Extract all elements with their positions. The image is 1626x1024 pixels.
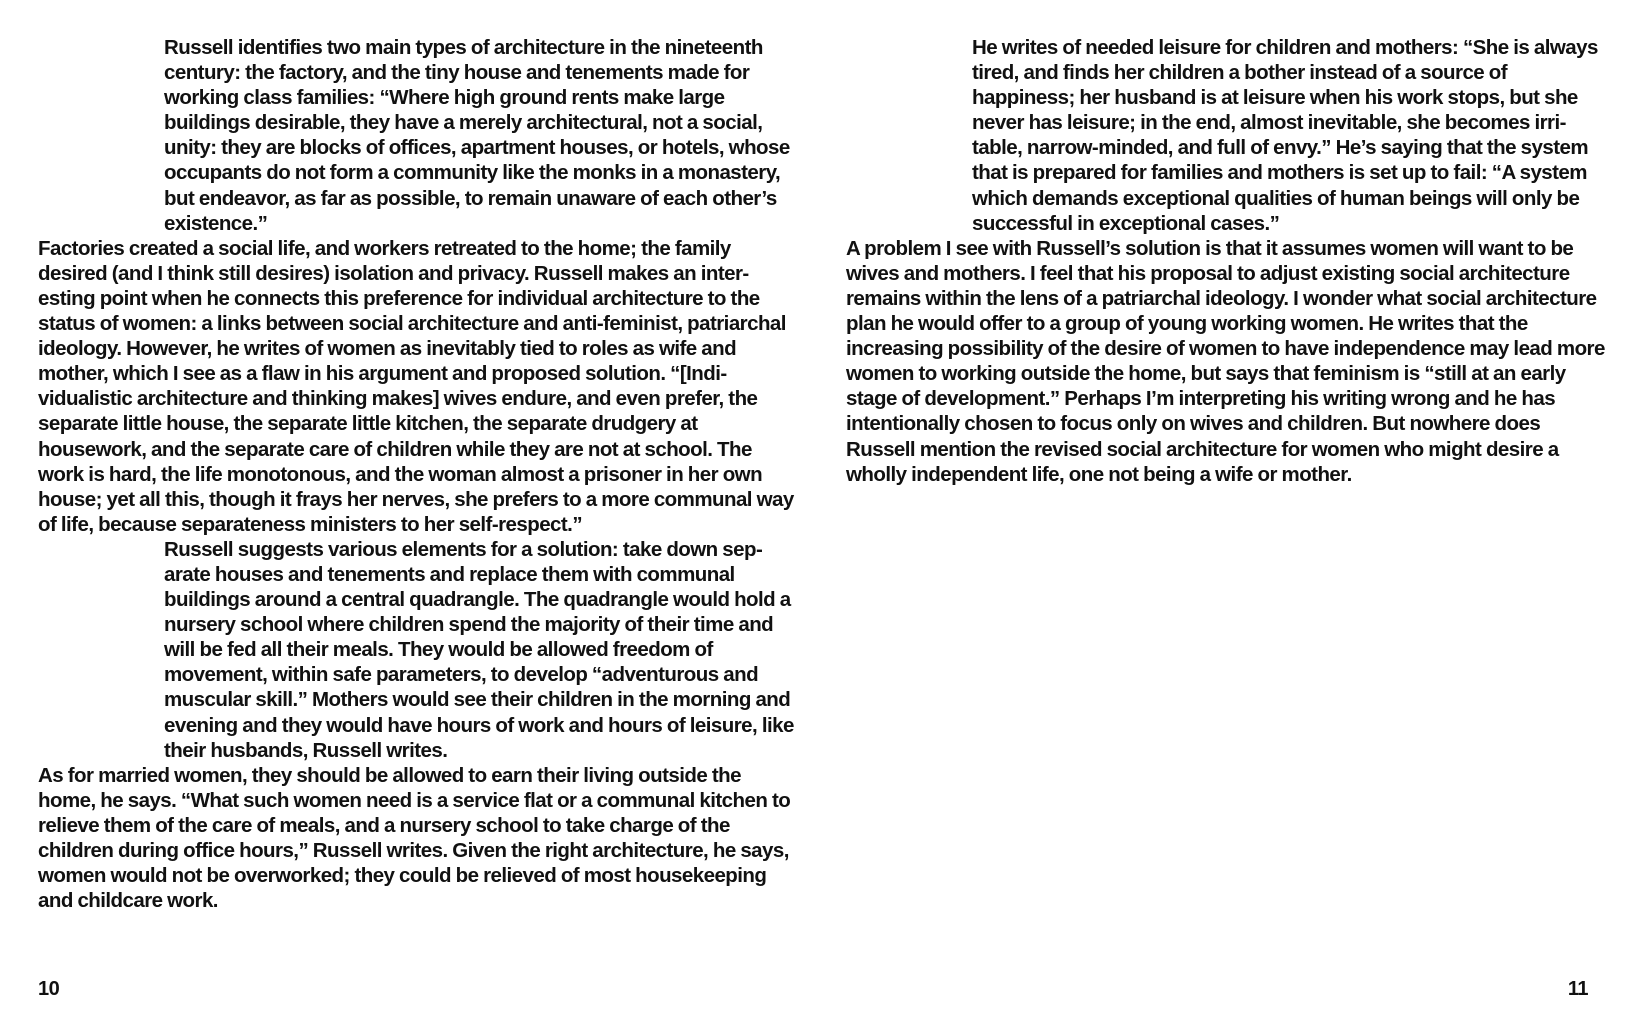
paragraph-architecture-types: Russell identifies two main types of architecture in the nineteenth century: the factory, and the tiny house and tenements made for working class families: “Where high ground rents make large buildings desirable, they have a merely architectural, not a social, unity: they are blocks of offices, apartment houses, or hotels, whose occupants do not form a community like the monks in a monastery, but endeavor, as far as possible, to remain unaware of each other’s existence.” [164, 36, 790, 235]
page-number-left: 10 [38, 978, 60, 1000]
paragraph-factories-social-life: Factories created a social life, and workers retreated to the home; the family desired (and I think still desires) isolation and privacy. Russell makes an interesting point when he connects this preference for individual architecture to the status of women: a links between social architecture and anti-feminist, patriarchal ideology. However, he writes of women as inevitably tied to roles as wife and mother, which I see as a flaw in his argument and proposed solution. “[Individualistic architecture and thinking makes] wives endure, and even prefer, the separate little house, the separate little kitchen, the separate drudgery at housework, and the separate care of children while they are not at school. The work is hard, the life monotonous, and the woman almost a prisoner in her own house; yet all this, though it frays her nerves, she prefers to a more communal way of life, because separateness ministers to her self-respect.” [38, 236, 794, 536]
paragraph-solution-elements: Russell suggests various elements for a solution: take down separate houses and tenements and replace them with communal buildings around a central quadrangle. The quadrangle would hold a nursery school where children spend the majority of their time and will be fed all their meals. They would be allowed freedom of movement, within safe parameters, to develop “adventurous and muscular skill.” Mothers would see their children in the morning and evening and they would have hours of work and hours of leisure, like their husbands, Russell writes. [164, 537, 794, 762]
paragraph-needed-leisure: He writes of needed leisure for children and mothers: “She is always tired, and finds her children a bother instead of a source of happiness; her husband is at leisure when his work stops, but she never has leisure; in the end, almost inevitable, she becomes irritable, narrow-minded, and full of envy.” He’s saying that the system that is prepared for families and mothers is set up to fail: “A system which demands exceptional qualities of human beings will only be successful in exceptional cases.” [972, 36, 1598, 235]
paragraph-critique: A problem I see with Russell’s solution is that it assumes women will want to be wives and mothers. I feel that his proposal to adjust existing social architecture remains within the lens of a patriarchal ideology. I wonder what social architecture plan he would offer to a group of young working women. He writes that the increasing possibility of the desire of women to have independence may lead more women to working outside the home, but says that feminism is “still at an early stage of development.” Perhaps I’m interpreting his writing wrong and he has intentionally chosen to focus only on wives and children. But nowhere does Russell mention the revised social architecture for women who might desire a wholly independent life, one not being a wife or mother. [846, 236, 1605, 486]
paragraph-married-women: As for married women, they should be allowed to earn their living outside the home, he says. “What such women need is a service flat or a communal kitchen to relieve them of the care of meals, and a nursery school to take charge of the children during office hours,” Russell writes. Given the right architecture, he says, women would not be overworked; they could be relieved of most housekeeping and childcare work. [38, 763, 791, 913]
page-number-right: 11 [1567, 978, 1588, 1000]
left-text-column [38, 35, 798, 913]
right-page [813, 0, 1626, 1024]
right-text-column [846, 35, 1606, 487]
